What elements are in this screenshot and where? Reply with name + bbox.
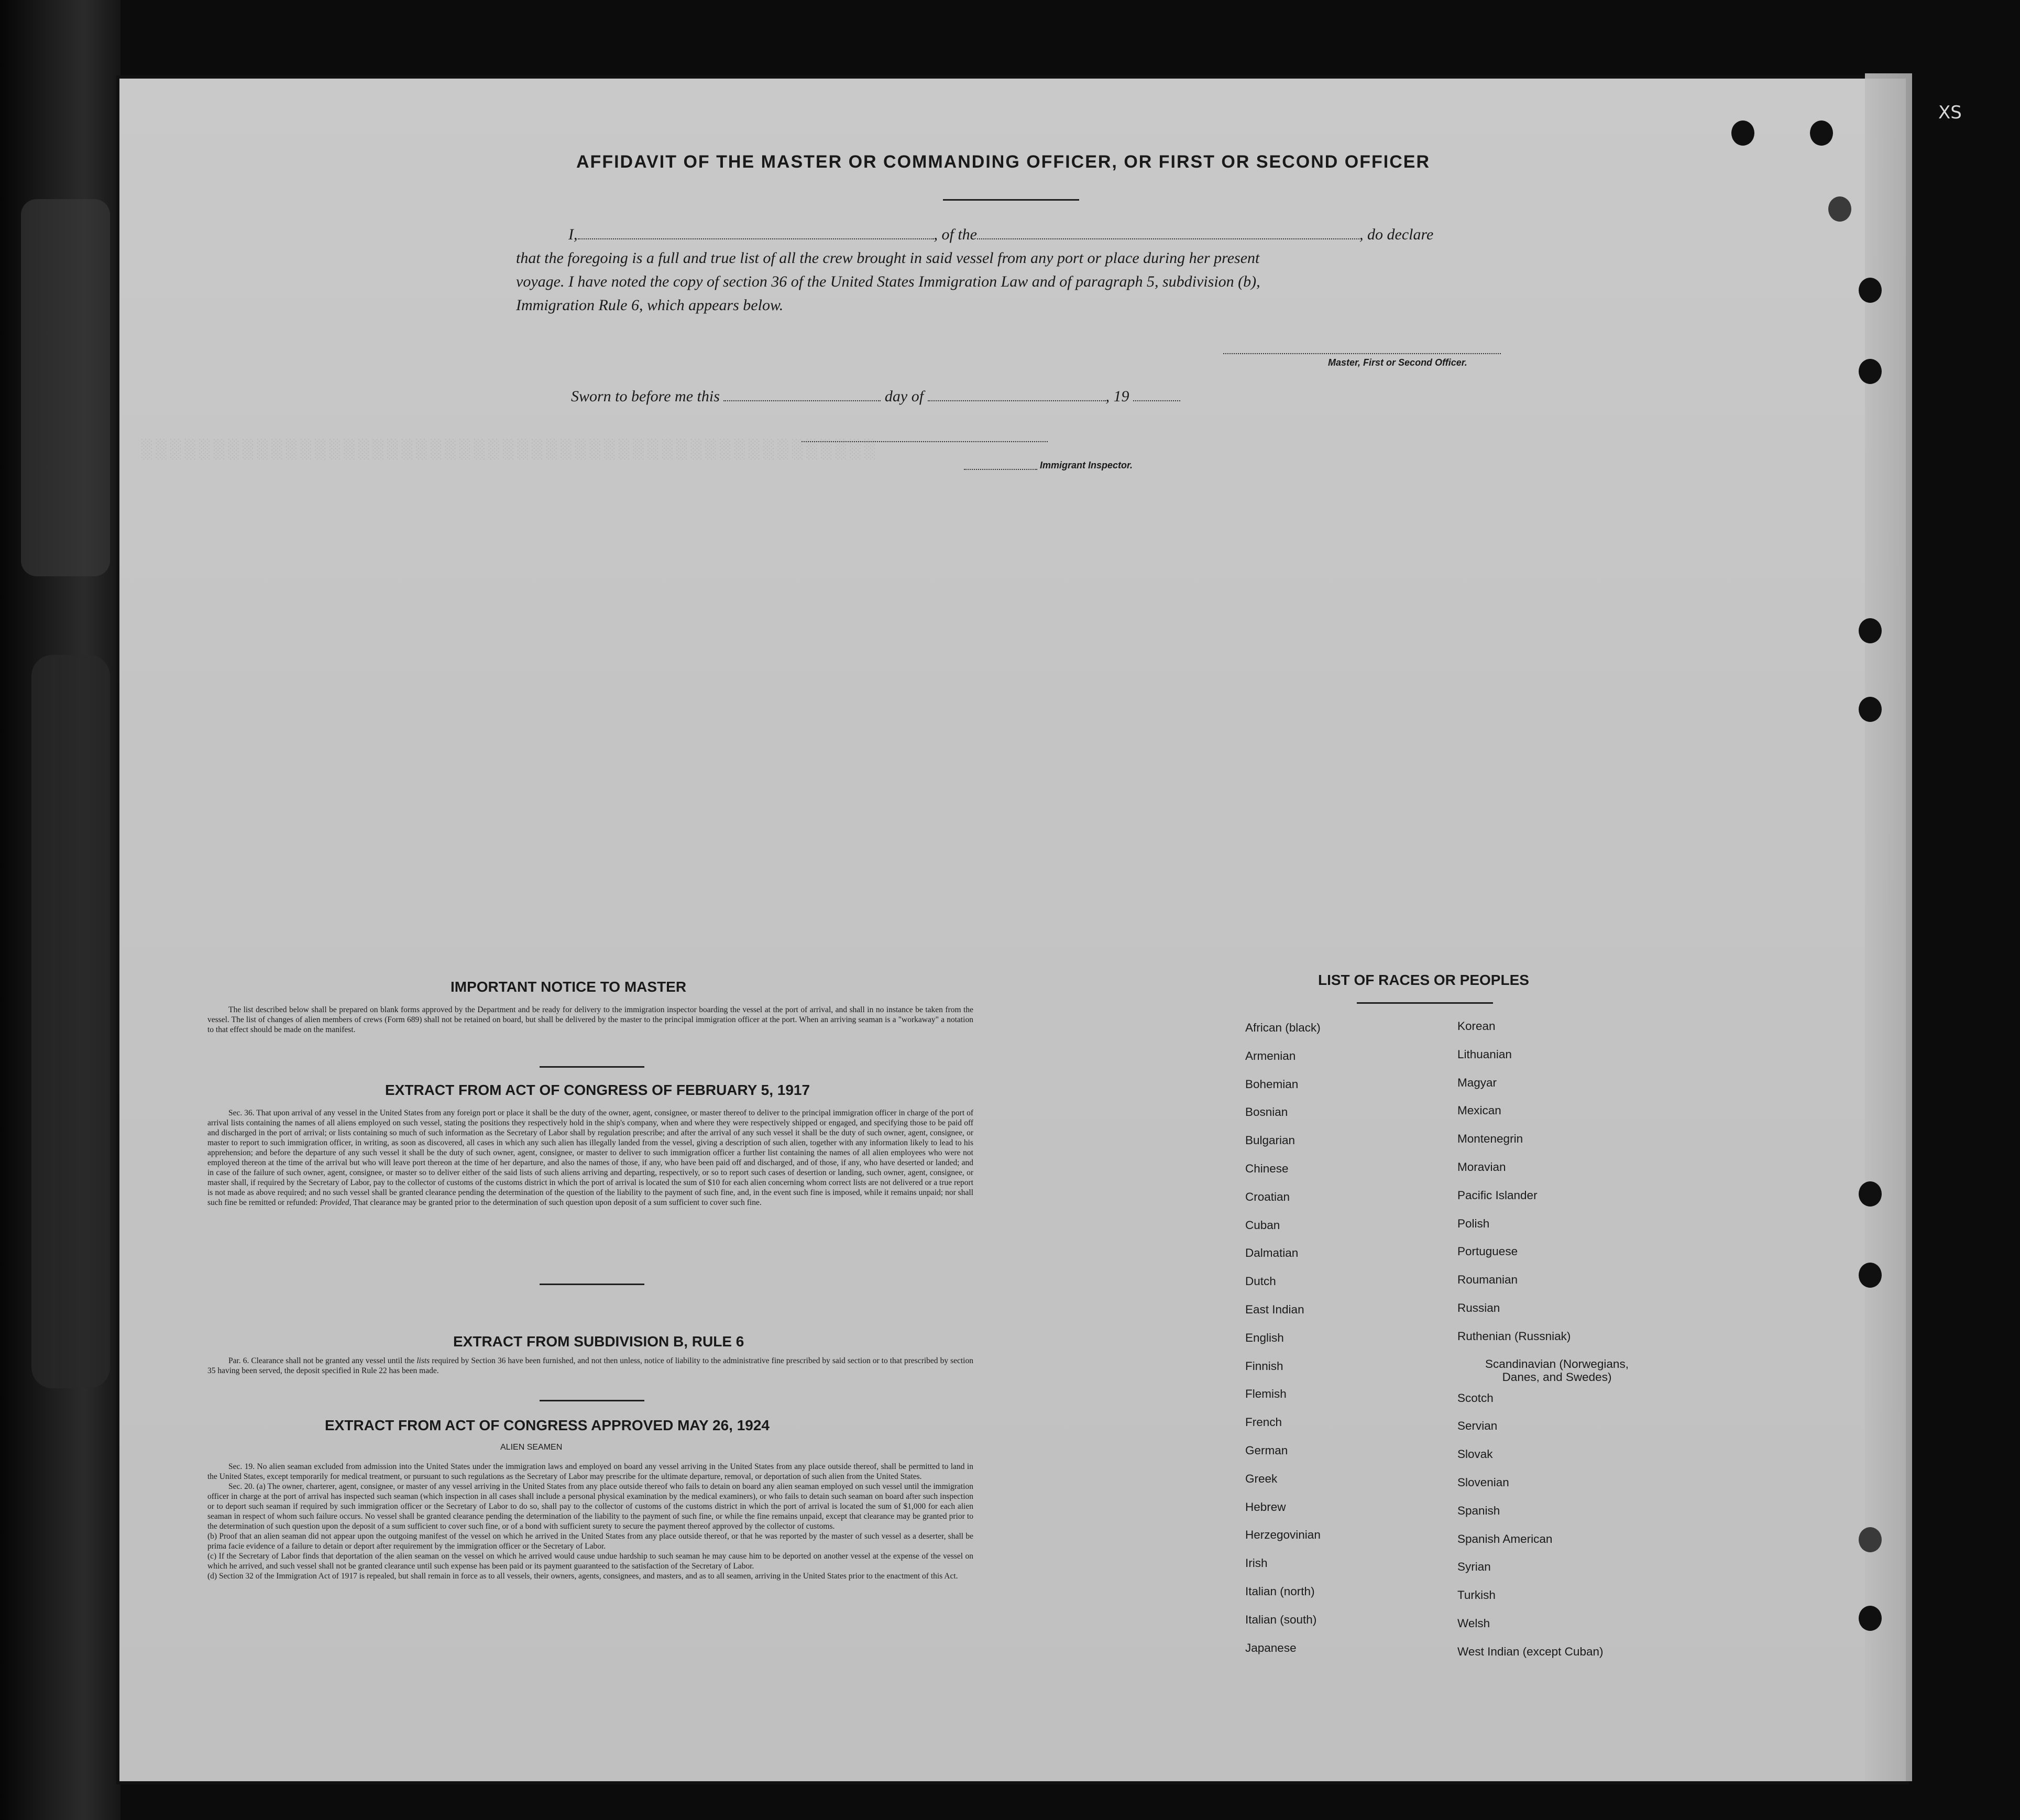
race-item: Flemish	[1245, 1387, 1287, 1401]
race-item: Herzegovinian	[1245, 1528, 1321, 1542]
race-item: Italian (north)	[1245, 1584, 1315, 1598]
section-divider	[540, 1284, 644, 1285]
decl-line-2: that the foregoing is a full and true list of all the crew brought in said vessel from any port or place during her present	[516, 249, 1260, 267]
races-heading: LIST OF RACES OR PEOPLES	[1318, 972, 1529, 988]
race-item: German	[1245, 1443, 1288, 1457]
races-right-column	[1457, 1019, 1656, 1673]
race-item: Bosnian	[1245, 1105, 1288, 1119]
race-item: Cuban	[1245, 1218, 1280, 1232]
race-item: Chinese	[1245, 1161, 1289, 1175]
affidavit-title: AFFIDAVIT OF THE MASTER OR COMMANDING OFFICER, OR FIRST OR SECOND OFFICER	[576, 152, 1430, 172]
race-item: Turkish	[1457, 1588, 1496, 1602]
notice-heading: IMPORTANT NOTICE TO MASTER	[451, 979, 687, 995]
race-item: English	[1245, 1331, 1284, 1344]
alien-seamen-subheading: ALIEN SEAMEN	[500, 1443, 563, 1452]
race-item: Italian (south)	[1245, 1613, 1317, 1626]
race-item: Bohemian	[1245, 1077, 1299, 1091]
section-divider	[540, 1400, 644, 1401]
decl-line-3: voyage. I have noted the copy of section 36 of the United States Immigration Law and of paragraph 5, subdivision (b),	[516, 273, 1260, 290]
race-item: Dutch	[1245, 1275, 1276, 1288]
master-signature-line	[1223, 352, 1501, 354]
inspector-signature-line-2	[964, 468, 1037, 470]
year-blank	[1133, 390, 1180, 401]
race-item: Polish	[1457, 1216, 1490, 1230]
decl-of-the: , of the	[934, 226, 977, 243]
races-left-column	[1245, 1021, 1321, 1669]
inspector-label: Immigrant Inspector.	[1040, 460, 1133, 470]
race-item: Pacific Islander	[1457, 1188, 1538, 1202]
race-item: Welsh	[1457, 1616, 1490, 1630]
sec36-text-end: That clearance may be granted prior to the determination of such question upon deposit of a sum sufficient to cover such fine.	[353, 1198, 762, 1207]
race-item: French	[1245, 1416, 1282, 1429]
race-item: Spanish	[1457, 1504, 1500, 1517]
race-item: Servian	[1457, 1419, 1498, 1433]
binder-hole	[1859, 1181, 1882, 1207]
margin-mark: XS	[1938, 102, 1962, 123]
binder-hole	[1828, 196, 1851, 222]
extract-1917-text	[207, 1108, 973, 1208]
binder-hole	[1731, 120, 1754, 146]
bleed-through-text: ░░░░░░░░░░░░░░░░░░░░░░░░░░░░░░░░░░░░░░░░░░░░░░░░░░░	[141, 439, 879, 461]
race-item: Spanish American	[1457, 1532, 1553, 1545]
vessel-blank	[977, 228, 1359, 239]
sworn-year: , 19	[1105, 388, 1129, 405]
month-blank	[928, 390, 1106, 401]
races-heading-underline	[1357, 1002, 1493, 1004]
master-signature-label: Master, First or Second Officer.	[1328, 357, 1467, 368]
race-item: West Indian (except Cuban)	[1457, 1644, 1604, 1658]
page-edge-fold	[1865, 73, 1912, 1781]
race-item: Montenegrin	[1457, 1132, 1523, 1146]
race-item: Armenian	[1245, 1049, 1296, 1062]
extract-1917-heading: EXTRACT FROM ACT OF CONGRESS OF FEBRUARY 5, 1917	[385, 1082, 810, 1098]
torn-paper-scrap	[31, 655, 110, 1388]
race-item-line: Danes, and Swedes)	[1502, 1370, 1612, 1384]
race-item: Roumanian	[1457, 1273, 1518, 1287]
race-item: Hebrew	[1245, 1500, 1286, 1514]
sec20c-paragraph: (c) If the Secretary of Labor finds that deportation of the alien seaman on the vessel on which he arrived would cause undue hardship to such seaman he may cause him to be deported on another vessel at the expense of the vessel on which he arrived, and such vessel shall not be granted clearance until such expense has been paid or its payment guaranteed to the satisfaction of the Secretary of Labor.	[207, 1552, 973, 1571]
race-item: Korean	[1457, 1019, 1496, 1033]
binder-hole	[1859, 359, 1882, 384]
binder-hole	[1859, 1606, 1882, 1631]
race-item-line: Scandinavian (Norwegians,	[1485, 1357, 1629, 1371]
race-item: Magyar	[1457, 1076, 1497, 1089]
sec36-text: Sec. 36. That upon arrival of any vessel in the United States from any foreign port or place it shall be the duty of the owner, agent, consignee, or master thereof to deliver to the principal immigration officer in charge of the port of arrival lists containing the names of all aliens employed on such vessel, stating the positions they respectively hold in the ship's company, when and where they were respectively shipped or engaged, and specifying those to be paid off and discharged in the port of arrival; or lists containing so much of such information as the Secretary of Labor shall by regulation prescribe; and after the arrival of any such vessel it shall be the duty of such owner, agent, consignee, or master to report to such immigration officer, in writing, as soon as discovered, all cases in which any such alien has illegally landed from the vessel, giving a description of such alien, together with any information likely to lead to his apprehension; and before the departure of any such vessel it shall be the duty of such owner, agent, consignee, or master to deliver to such immigration officer a further list containing the names of all alien employees who were not employed thereon at the time of the arrival but who will leave port thereon at the time of her departure, and also the names of those, if any, who have been paid off and discharged, and of those, if any, who have deserted or landed; and in case of the failure of such owner, agent, consignee, or master so to deliver either of the said lists of such aliens arriving and departing, respectively, or so to report such cases of desertion or landing, such owner, agent, consignee, or master shall, if required by the Secretary of Labor, pay to the collector of customs of the customs district in which the port of arrival is located the sum of $10 for each alien concerning whom correct lists are not delivered or a true report is not made as above required; and no such vessel shall be granted clearance pending the determination of the question of the liability to the payment of such fine, and, in the event such fine is imposed, while it remains unpaid; nor shall such fine be remitted or refunded:	[207, 1109, 973, 1207]
race-item: Portuguese	[1457, 1245, 1518, 1258]
race-item: Mexican	[1457, 1104, 1501, 1117]
race-item: Dalmatian	[1245, 1246, 1299, 1260]
race-item: African (black)	[1245, 1021, 1321, 1034]
race-item: Lithuanian	[1457, 1047, 1512, 1061]
binder-hole	[1859, 278, 1882, 303]
rule6-text	[207, 1356, 973, 1376]
decl-line-4: Immigration Rule 6, which appears below.	[516, 297, 784, 314]
notice-text	[207, 1005, 973, 1035]
title-underline	[943, 199, 1079, 201]
race-item: Slovak	[1457, 1448, 1493, 1461]
race-item: Syrian	[1457, 1560, 1491, 1574]
sec20b-paragraph: (b) Proof that an alien seaman did not appear upon the outgoing manifest of the vessel on which he arrived in the United States from any place outside thereof, or that he was reported by the master of such vessel as a deserter, shall be prima facie evidence of a failure to detain or deport after requirement by the immigration officer or the Secretary of Labor.	[207, 1532, 973, 1551]
race-item: Russian	[1457, 1301, 1500, 1314]
race-item: Ruthenian (Russniak)	[1457, 1329, 1571, 1343]
decl-do-declare: , do declare	[1359, 226, 1434, 243]
lists-word: lists	[416, 1356, 430, 1365]
film-edge-left	[0, 0, 120, 1820]
race-item: Japanese	[1245, 1641, 1297, 1654]
rule6-text-end: required by Section 36 have been furnished, and not then unless, notice of liability to the administrative fine prescribed by said section or to that prescribed by section 35 having been served, the deposit specified in Rule 22 has been made.	[207, 1356, 973, 1375]
sec20d-paragraph: (d) Section 32 of the Immigration Act of 1917 is repealed, but shall remain in force as to all vessels, their owners, agents, consignees, and masters, and as to all seamen, arriving in the United States prior to the enactment of this Act.	[207, 1572, 958, 1581]
race-item: Greek	[1245, 1472, 1278, 1485]
affidavit-declaration	[516, 223, 1506, 317]
race-item: Scotch	[1457, 1391, 1494, 1405]
provided-word: Provided,	[320, 1198, 352, 1207]
sec20a-paragraph: Sec. 20. (a) The owner, charterer, agent, consignee, or master of any vessel arriving in the United States from any place outside thereof who fails to detain on board any alien seaman employed on such vessel until the immigration officer in charge at the port of arrival has inspected such seaman (which inspection in all cases shall include a personal physical examination by the medical examiners), or who fails to detain such seaman on board after such inspection or to deport such seaman if required by such immigration officer or the Secretary of Labor to do so, shall pay to the collector of customs of the customs district in which the port of arrival is located the sum of $1,000 for each alien seaman in respect of whom such failure occurs. No vessel shall be granted clearance pending the determination of the liability to the payment of such fine, or while the fine remains unpaid, except that clearance may be granted prior to the determination of such question upon the deposit of a sum sufficient to cover such fine, or of a bond with sufficient surety to secure the payment thereof approved by the collector of customs.	[207, 1482, 973, 1531]
race-item: Croatian	[1245, 1190, 1290, 1203]
binder-hole	[1859, 1263, 1882, 1288]
sworn-prefix: Sworn to before me this	[571, 388, 720, 405]
extract-1924-text	[207, 1462, 973, 1581]
race-item: East Indian	[1245, 1302, 1304, 1316]
sworn-statement	[571, 388, 1180, 405]
race-item: Moravian	[1457, 1160, 1506, 1174]
race-item: Bulgarian	[1245, 1134, 1296, 1147]
day-blank	[723, 390, 881, 401]
notice-paragraph: The list described below shall be prepared on blank forms approved by the Department and be ready for delivery to the immigration inspector boarding the vessel at the port of arrival, and shall in no instance be taken from the vessel. The list of changes of alien members of crews (Form 689) shall not be retained on board, but shall be delivered by the master to the principal immigration officer at the port. When an arriving seaman is a "workaway" a notation to that effect should be made on the manifest.	[207, 1005, 973, 1034]
section-divider	[540, 1066, 644, 1068]
binder-hole	[1859, 1527, 1882, 1552]
rule6-heading: EXTRACT FROM SUBDIVISION B, RULE 6	[453, 1333, 744, 1350]
race-item	[1457, 1357, 1656, 1391]
binder-hole	[1810, 120, 1833, 146]
inspector-signature-line	[802, 440, 1048, 442]
torn-paper-scrap	[21, 199, 110, 576]
binder-hole	[1859, 618, 1882, 643]
sec19-paragraph: Sec. 19. No alien seaman excluded from admission into the United States under the immigration laws and employed on board any vessel arriving in the United States from any place outside thereof, shall be permitted to land in the United States, except temporarily for medical treatment, or pursuant to such regulations as the Secretary of Labor may prescribe for the ultimate departure, removal, or deportation of such alien from the United States.	[207, 1462, 973, 1481]
race-item: Slovenian	[1457, 1475, 1509, 1489]
sworn-day-of: day of	[884, 388, 924, 405]
rule6-text-start: Par. 6. Clearance shall not be granted any vessel until the	[228, 1356, 415, 1365]
decl-i: I,	[568, 226, 578, 243]
extract-1924-heading: EXTRACT FROM ACT OF CONGRESS APPROVED MAY 26, 1924	[325, 1417, 770, 1433]
name-blank	[578, 228, 934, 239]
binder-hole	[1859, 697, 1882, 722]
race-item: Finnish	[1245, 1359, 1283, 1373]
race-item: Irish	[1245, 1556, 1268, 1570]
